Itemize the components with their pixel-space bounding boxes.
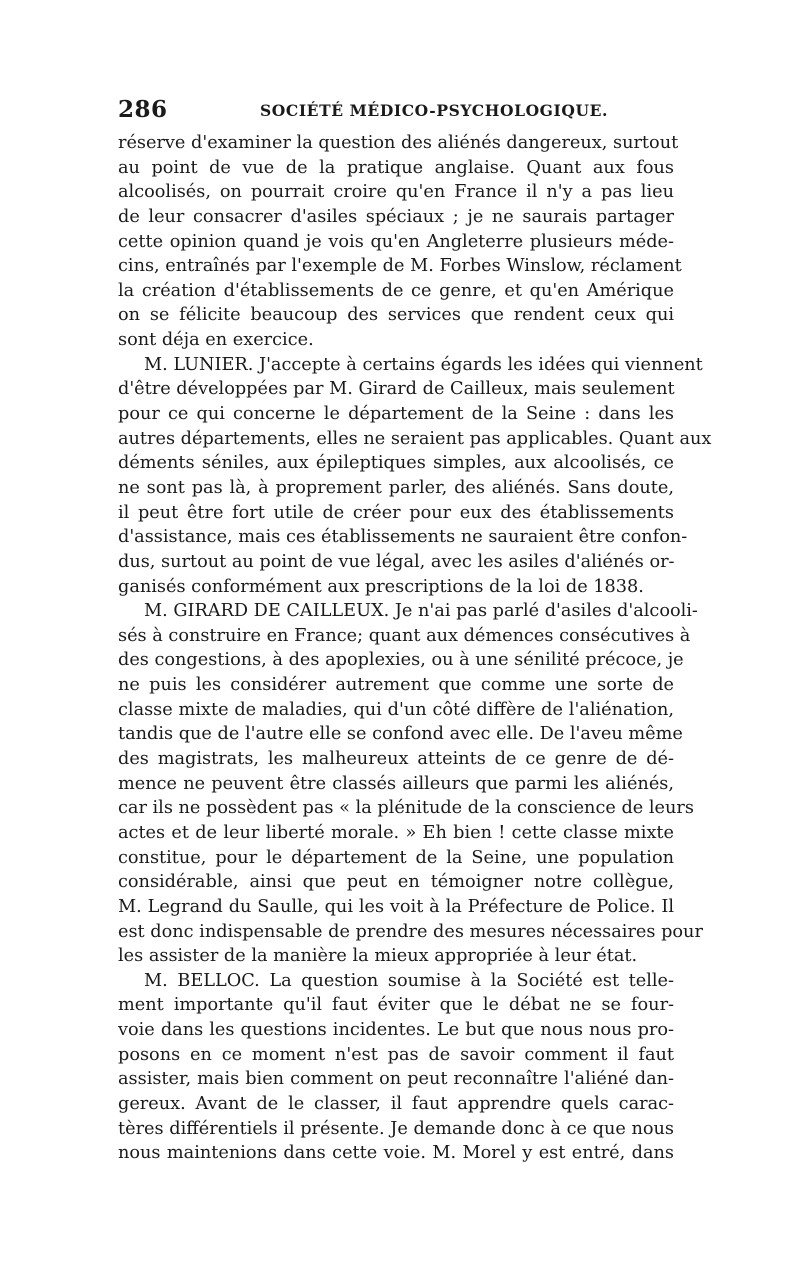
text-line: dus, surtout au point de vue légal, avec les asiles d'aliénés or- (118, 551, 675, 572)
paragraph-start-lunier: M. LUNIER. J'accepte à certains égards les idées qui viennent (144, 354, 703, 375)
text-line: ganisés conformément aux prescriptions de la loi de 1838. (118, 576, 644, 597)
text-line: autres départements, elles ne seraient pas applicables. Quant aux (118, 428, 712, 449)
text-line: mence ne peuvent être classés ailleurs que parmi les aliénés, (118, 773, 674, 794)
text-line: tandis que de l'autre elle se confond avec elle. De l'aveu même (118, 724, 683, 745)
text-line: réserve d'examiner la question des aliénés dangereux, surtout (118, 133, 679, 153)
text-line: d'être développées par M. Girard de Cailleux, mais seulement (118, 379, 675, 400)
text-line: posons en ce moment n'est pas de savoir comment il faut (118, 1044, 674, 1065)
text-line: tères différentiels il présente. Je demande donc à ce que nous (118, 1118, 674, 1139)
text-line: de leur consacrer d'asiles spéciaux ; je ne saurais partager (118, 206, 674, 227)
text-line: sont déja en exercice. (118, 330, 314, 351)
text-line: au point de vue de la pratique anglaise. Quant aux fous (118, 157, 674, 178)
running-head: SOCIÉTÉ MÉDICO-PSYCHOLOGIQUE. (260, 101, 608, 120)
text-line: on se félicite beaucoup des services que rendent ceux qui (118, 305, 674, 326)
text-line: pour ce qui concerne le département de la Seine : dans les (118, 404, 674, 425)
page-header (118, 96, 678, 124)
text-line: il peut être fort utile de créer pour eux des établissements (118, 502, 674, 523)
text-line: alcoolisés, on pourrait croire qu'en France il n'y a pas lieu (118, 182, 674, 203)
text-line: d'assistance, mais ces établissements ne sauraient être confon- (118, 527, 688, 548)
paragraph-start-belloc: M. BELLOC. La question soumise à la Société est telle- (144, 970, 674, 991)
text-line: ne puis les considérer autrement que comme une sorte de (118, 675, 674, 696)
text-line: des congestions, à des apoplexies, ou à une sénilité précoce, je (118, 650, 684, 671)
text-line: car ils ne possèdent pas « la plénitude de la conscience de leurs (118, 798, 694, 819)
text-line: ne sont pas là, à proprement parler, des aliénés. Sans doute, (118, 477, 674, 498)
text-line: nous maintenions dans cette voie. M. Morel y est entré, dans (118, 1143, 674, 1164)
text-line: actes et de leur liberté morale. » Eh bien ! cette classe mixte (118, 822, 674, 843)
text-line: des magistrats, les malheureux atteints de ce genre de dé- (118, 749, 674, 770)
text-line: les assister de la manière la mieux appropriée à leur état. (118, 946, 638, 967)
body-text (118, 131, 712, 1166)
text-line: constitue, pour le département de la Seine, une population (118, 847, 674, 868)
text-line: déments séniles, aux épileptiques simples, aux alcoolisés, ce (118, 453, 674, 474)
text-line: voie dans les questions incidentes. Le but que nous nous pro- (118, 1020, 674, 1041)
text-line: classe mixte de maladies, qui d'un côté diffère de l'aliénation, (118, 699, 674, 720)
page-number: 286 (118, 96, 168, 123)
text-line: gereux. Avant de le classer, il faut apprendre quels carac- (118, 1093, 674, 1114)
text-line: assister, mais bien comment on peut reconnaître l'aliéné dan- (118, 1069, 674, 1090)
text-line: la création d'établissements de ce genre, et qu'en Amérique (118, 280, 674, 301)
text-line: sés à construire en France; quant aux démences consécutives à (118, 625, 691, 646)
text-line: est donc indispensable de prendre des mesures nécessaires pour (118, 921, 703, 942)
text-line: ment importante qu'il faut éviter que le débat ne se four- (118, 995, 674, 1016)
paragraph-start-girard: M. GIRARD DE CAILLEUX. Je n'ai pas parlé d'asiles d'alcooli- (144, 601, 698, 622)
text-line: considérable, ainsi que peut en témoigner notre collègue, (118, 872, 674, 893)
text-line: cette opinion quand je vois qu'en Angleterre plusieurs méde- (118, 231, 674, 252)
text-line: M. Legrand du Saulle, qui les voit à la Préfecture de Police. Il (118, 896, 674, 917)
text-line: cins, entraînés par l'exemple de M. Forbes Winslow, réclament (118, 256, 682, 277)
